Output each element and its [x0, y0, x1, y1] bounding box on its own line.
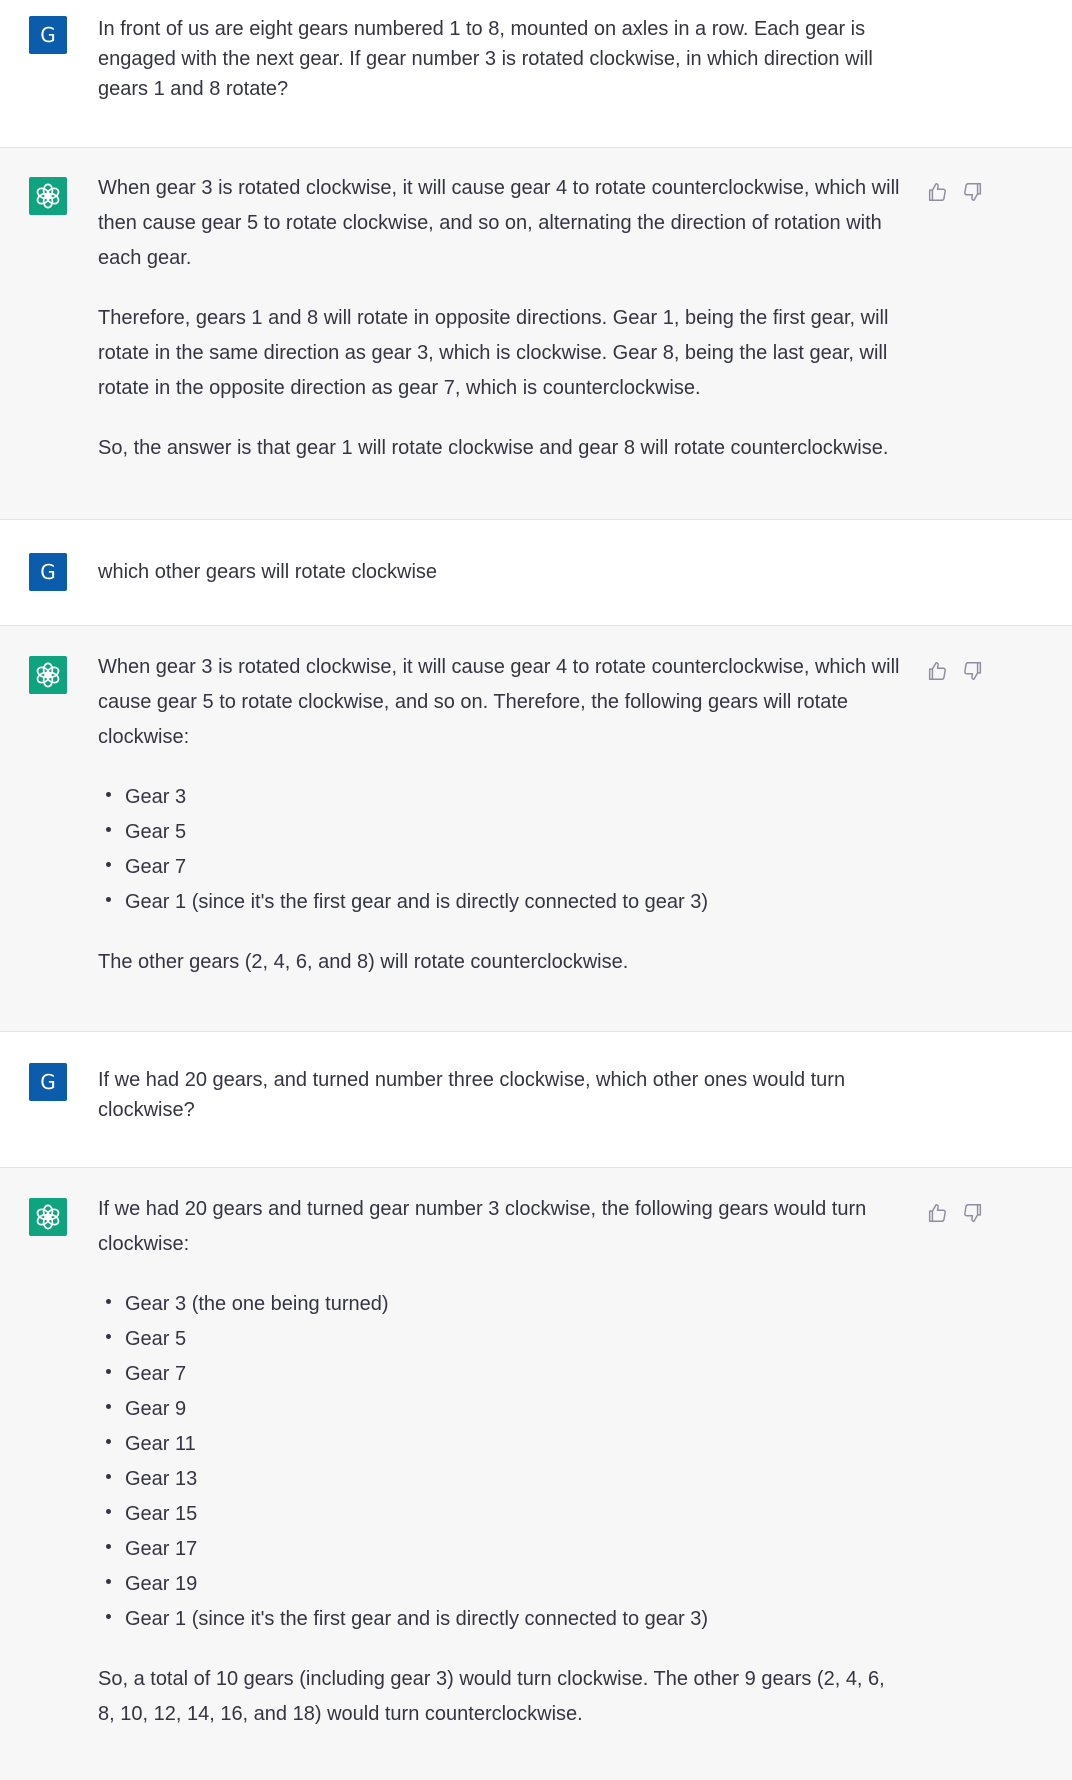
- feedback-buttons: [926, 1202, 984, 1224]
- user-message-text: If we had 20 gears, and turned number three clockwise, which other ones would turn clockwise?: [98, 1069, 846, 1121]
- message-content: [98, 14, 903, 104]
- list-item: Gear 15: [98, 1497, 903, 1532]
- message-content: [98, 650, 903, 980]
- list-item: Gear 1 (since it's the first gear and is directly connected to gear 3): [98, 885, 903, 920]
- list-item: Gear 9: [98, 1392, 903, 1427]
- openai-logo-icon: [34, 182, 62, 210]
- gear-list: [98, 1287, 903, 1637]
- assistant-message: [0, 148, 1072, 520]
- response-intro: When gear 3 is rotated clockwise, it will cause gear 4 to rotate counterclockwise, which will cause gear 5 to rotate clockwise, and so on. Therefore, the following gears will rotate clockwise:: [98, 656, 900, 748]
- list-item: Gear 7: [98, 1357, 903, 1392]
- thumbs-up-icon[interactable]: [926, 1202, 948, 1224]
- response-outro: So, a total of 10 gears (including gear 3) would turn clockwise. The other 9 gears (2, 4, 6, 8, 10, 12, 14, 16, and 18) would turn counterclockwise.: [98, 1668, 885, 1725]
- thumbs-up-icon[interactable]: [926, 181, 948, 203]
- message-content: [98, 557, 903, 587]
- openai-logo-icon: [34, 661, 62, 689]
- user-message-text: which other gears will rotate clockwise: [98, 561, 438, 583]
- list-item: Gear 5: [98, 1322, 903, 1357]
- user-message: [0, 0, 1072, 148]
- assistant-avatar: [29, 1198, 67, 1236]
- list-item: Gear 11: [98, 1427, 903, 1462]
- assistant-message: [0, 1168, 1072, 1780]
- message-content: [98, 171, 903, 466]
- user-avatar: G: [29, 16, 67, 54]
- user-avatar: G: [29, 553, 67, 591]
- list-item: Gear 17: [98, 1532, 903, 1567]
- list-item: Gear 3 (the one being turned): [98, 1287, 903, 1322]
- thumbs-down-icon[interactable]: [962, 1202, 984, 1224]
- user-message: [0, 520, 1072, 626]
- list-item: Gear 7: [98, 850, 903, 885]
- assistant-message: [0, 626, 1072, 1032]
- response-paragraph: Therefore, gears 1 and 8 will rotate in opposite directions. Gear 1, being the first gear, will rotate in the same direction as gear 3, which is clockwise. Gear 8, being the last gear, will rotate in the opposite direction as gear 7, which is counterclockwise.: [98, 307, 889, 399]
- user-avatar: G: [29, 1063, 67, 1101]
- thumbs-down-icon[interactable]: [962, 660, 984, 682]
- response-outro: The other gears (2, 4, 6, and 8) will rotate counterclockwise.: [98, 951, 629, 973]
- list-item: Gear 5: [98, 815, 903, 850]
- feedback-buttons: [926, 181, 984, 203]
- thumbs-up-icon[interactable]: [926, 660, 948, 682]
- list-item: Gear 19: [98, 1567, 903, 1602]
- assistant-avatar: [29, 177, 67, 215]
- message-content: [98, 1065, 903, 1125]
- response-paragraph: So, the answer is that gear 1 will rotate clockwise and gear 8 will rotate counterclockwise.: [98, 437, 889, 459]
- list-item: Gear 13: [98, 1462, 903, 1497]
- assistant-avatar: [29, 656, 67, 694]
- openai-logo-icon: [34, 1203, 62, 1231]
- user-message-text: In front of us are eight gears numbered 1 to 8, mounted on axles in a row. Each gear is engaged with the next gear. If gear number 3 is rotated clockwise, in which direction will gears 1 and 8 rotate?: [98, 18, 873, 100]
- response-paragraph: When gear 3 is rotated clockwise, it will cause gear 4 to rotate counterclockwise, which will then cause gear 5 to rotate clockwise, and so on, alternating the direction of rotation with each gear.: [98, 177, 900, 269]
- user-message: [0, 1032, 1072, 1168]
- thumbs-down-icon[interactable]: [962, 181, 984, 203]
- list-item: Gear 1 (since it's the first gear and is directly connected to gear 3): [98, 1602, 903, 1637]
- message-content: [98, 1192, 903, 1732]
- feedback-buttons: [926, 660, 984, 682]
- gear-list: [98, 780, 903, 920]
- list-item: Gear 3: [98, 780, 903, 815]
- response-intro: If we had 20 gears and turned gear number 3 clockwise, the following gears would turn clockwise:: [98, 1198, 867, 1255]
